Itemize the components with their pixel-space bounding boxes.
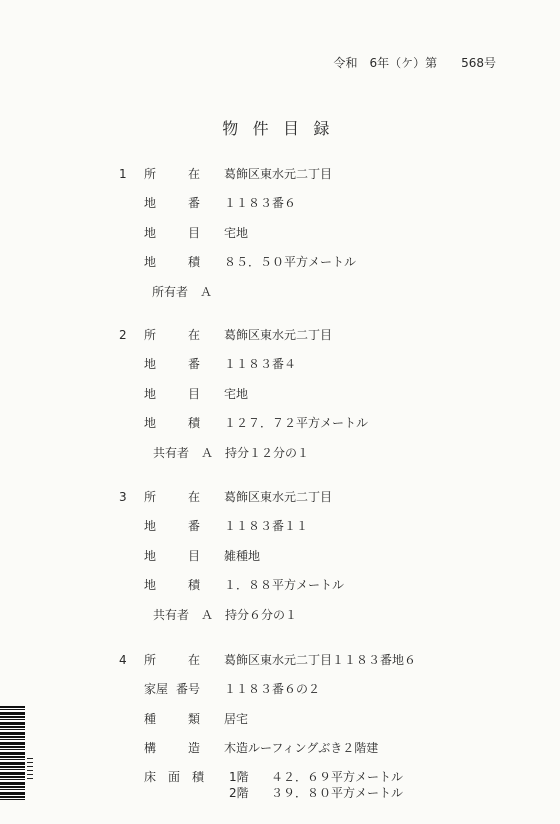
document-title: 物件目録 <box>222 119 344 138</box>
field-value-location: 葛飾区東水元二丁目 <box>224 328 333 342</box>
case-number: 令和 6年（ケ）第 568号 <box>333 56 496 70</box>
field-value-location: 葛飾区東水元二丁目 <box>224 490 333 504</box>
floor-area-value: ４２．６９平方メートル <box>271 770 404 784</box>
field-value-structure: 木造ルーフィングぶき２階建 <box>224 741 379 755</box>
item-number: 3 <box>119 490 127 504</box>
field-value-building-type: 居宅 <box>224 712 249 726</box>
owner-line: 所有者 Ａ <box>152 285 213 299</box>
field-label-lot-number: 地 番 <box>144 357 200 371</box>
field-value-location: 葛飾区東水元二丁目１１８３番地６ <box>224 653 417 667</box>
field-label-location: 所 在 <box>144 167 200 181</box>
field-value-lot-number: １１８３番６ <box>224 196 297 210</box>
field-value-building-number: １１８３番６の２ <box>224 682 321 696</box>
field-label-location: 所 在 <box>144 653 200 667</box>
field-label-land-category: 地 目 <box>144 226 200 240</box>
floor-area-value: ３９．８０平方メートル <box>271 786 404 800</box>
barcode-side-marks <box>27 758 33 782</box>
field-label-land-category: 地 目 <box>144 549 200 563</box>
field-label-building-number: 家屋 番号 <box>144 682 200 696</box>
field-value-lot-number: １１８３番４ <box>224 357 297 371</box>
floor-name: 2階 <box>229 786 249 800</box>
field-label-lot-number: 地 番 <box>144 519 200 533</box>
field-label-land-area: 地 積 <box>144 255 200 269</box>
field-label-location: 所 在 <box>144 490 200 504</box>
item-number: 2 <box>119 328 127 342</box>
field-label-location: 所 在 <box>144 328 200 342</box>
item-number: 4 <box>119 653 127 667</box>
field-value-land-area: １．８８平方メートル <box>224 578 345 592</box>
field-value-location: 葛飾区東水元二丁目 <box>224 167 333 181</box>
field-label-lot-number: 地 番 <box>144 196 200 210</box>
floor-name: 1階 <box>229 770 249 784</box>
field-label-land-category: 地 目 <box>144 387 200 401</box>
field-label-building-type: 種 類 <box>144 712 200 726</box>
owner-line: 共有者 Ａ 持分１２分の１ <box>153 446 310 460</box>
field-label-land-area: 地 積 <box>144 578 200 592</box>
field-value-land-area: １２７．７２平方メートル <box>224 416 369 430</box>
field-value-land-category: 雑種地 <box>224 549 261 563</box>
owner-line: 共有者 Ａ 持分６分の１ <box>153 608 298 622</box>
item-number: 1 <box>119 167 127 181</box>
field-label-floor-area: 床 面 積 <box>144 770 204 784</box>
field-label-structure: 構 造 <box>144 741 200 755</box>
field-value-land-category: 宅地 <box>224 387 249 401</box>
field-value-land-area: ８５．５０平方メートル <box>224 255 357 269</box>
field-value-lot-number: １１８３番１１ <box>224 519 309 533</box>
field-value-land-category: 宅地 <box>224 226 249 240</box>
barcode-image <box>0 706 25 800</box>
field-label-land-area: 地 積 <box>144 416 200 430</box>
